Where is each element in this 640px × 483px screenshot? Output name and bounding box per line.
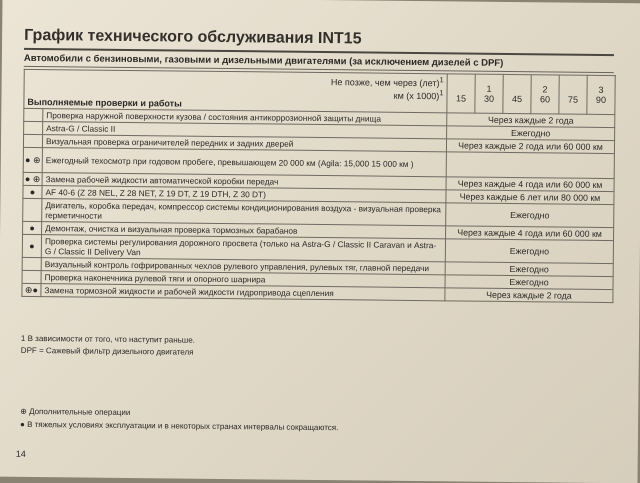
page-number: 14 xyxy=(16,449,26,459)
row-marker: ⊕● xyxy=(22,283,41,296)
row-interval xyxy=(446,152,614,179)
km-col-year: 1 xyxy=(487,84,492,94)
km-col-value: 30 xyxy=(484,94,494,104)
row-interval: Через каждые 4 года или 60 000 км xyxy=(446,226,614,241)
row-interval: Ежегодно xyxy=(445,239,613,264)
row-interval: Через каждые 6 лет или 80 000 км xyxy=(446,190,614,205)
row-text: Замена тормозной жидкости и рабочей жидкости гидропривода сцепления xyxy=(41,284,445,301)
row-text: Демонтаж, очистка и визуальная проверка тормозных барабанов xyxy=(42,222,446,239)
header-label-cell xyxy=(24,69,447,112)
km-sup: 1 xyxy=(439,88,443,97)
legend-severe: ● В тяжелых условиях эксплуатации и в некоторых странах интервалы сокращаются. xyxy=(20,420,338,432)
row-marker: ● ⊕ xyxy=(23,147,42,172)
row-interval: Через каждые 4 года или 60 000 км xyxy=(446,177,614,192)
km-col-year: 3 xyxy=(599,85,604,95)
row-text: AF 40-6 (Z 28 NEL, Z 28 NET, Z 19 DT, Z 19 DTH, Z 30 DT) xyxy=(42,186,446,203)
row-interval: Через каждые 2 года xyxy=(447,113,615,128)
km-col-30 xyxy=(475,74,503,113)
km-col-15 xyxy=(447,74,475,113)
table-subtitle: Автомобили с бензиновыми, газовыми и дизельными двигателями (за исключением дизелей с DPF) xyxy=(24,53,614,73)
works-label: Выполняемые проверки и работы xyxy=(27,97,443,111)
footnote-dpf: DPF = Сажевый фильтр дизельного двигателя xyxy=(21,346,194,357)
row-text: Проверка наконечника рулевой тяги и опорного шарнира xyxy=(41,271,445,288)
legend-additional: ⊕ Дополнительные операции xyxy=(20,407,130,417)
period-label: Не позже, чем через (лет) xyxy=(331,77,440,88)
footnote-1: 1 В зависимости от того, что наступит раньше. xyxy=(21,334,195,345)
row-marker: ● xyxy=(23,185,42,198)
row-marker: ● xyxy=(23,221,42,234)
row-marker xyxy=(24,108,43,121)
row-text: Двигатель, коробка передач, компрессор системы кондиционирования воздуха - визуальная проверка герметичности xyxy=(42,199,446,226)
row-text: Astra-G / Classic II xyxy=(43,122,447,139)
km-col-value: 60 xyxy=(540,94,550,104)
row-marker xyxy=(24,121,43,134)
row-text: Визуальный контроль гофрированных чехлов рулевого управления, рулевых тяг, главной передачи xyxy=(41,258,445,275)
km-label: км (x 1000) xyxy=(394,91,440,101)
period-sup: 1 xyxy=(439,75,443,84)
row-interval: Ежегодно xyxy=(446,203,614,228)
row-interval: Через каждые 2 года или 60 000 км xyxy=(446,139,614,154)
row-interval: Ежегодно xyxy=(445,275,613,290)
header-row xyxy=(24,69,615,114)
row-marker: ● xyxy=(22,234,41,257)
row-text: Замена рабочей жидкости автоматической коробки передач xyxy=(42,173,446,190)
row-marker xyxy=(23,134,42,147)
km-col-45 xyxy=(503,74,531,113)
km-col-75 xyxy=(559,75,587,114)
row-text: Визуальная проверка ограничителей передних и задних дверей xyxy=(42,135,446,152)
km-col-value: 45 xyxy=(512,94,522,104)
maintenance-table xyxy=(21,69,615,303)
page-title: График технического обслуживания INT15 xyxy=(24,27,614,56)
row-text: Ежегодный техосмотр при годовом пробеге, превышающем 20 000 км (Agila: 15,000 15 000 км ) xyxy=(42,148,446,177)
row-marker xyxy=(22,270,41,283)
km-col-90 xyxy=(587,75,615,114)
row-interval: Через каждые 2 года xyxy=(445,288,613,303)
km-col-year: 2 xyxy=(543,84,548,94)
row-text: Проверка наружной поверхности кузова / состояния антикоррозионной защиты днища xyxy=(43,109,447,126)
km-col-value: 75 xyxy=(568,95,578,105)
km-col-value: 15 xyxy=(456,93,466,103)
km-col-value: 90 xyxy=(596,95,606,105)
row-marker: ● ⊕ xyxy=(23,172,42,185)
km-col-60 xyxy=(531,75,559,114)
row-text: Проверка системы регулирования дорожного просвета (только на Astra-G / Classic II Caravan и Astra-G / Classic II Delivery Van xyxy=(41,235,445,262)
row-marker xyxy=(23,198,42,221)
row-interval: Ежегодно xyxy=(447,126,615,141)
row-interval: Ежегодно xyxy=(445,262,613,277)
row-marker xyxy=(22,257,41,270)
